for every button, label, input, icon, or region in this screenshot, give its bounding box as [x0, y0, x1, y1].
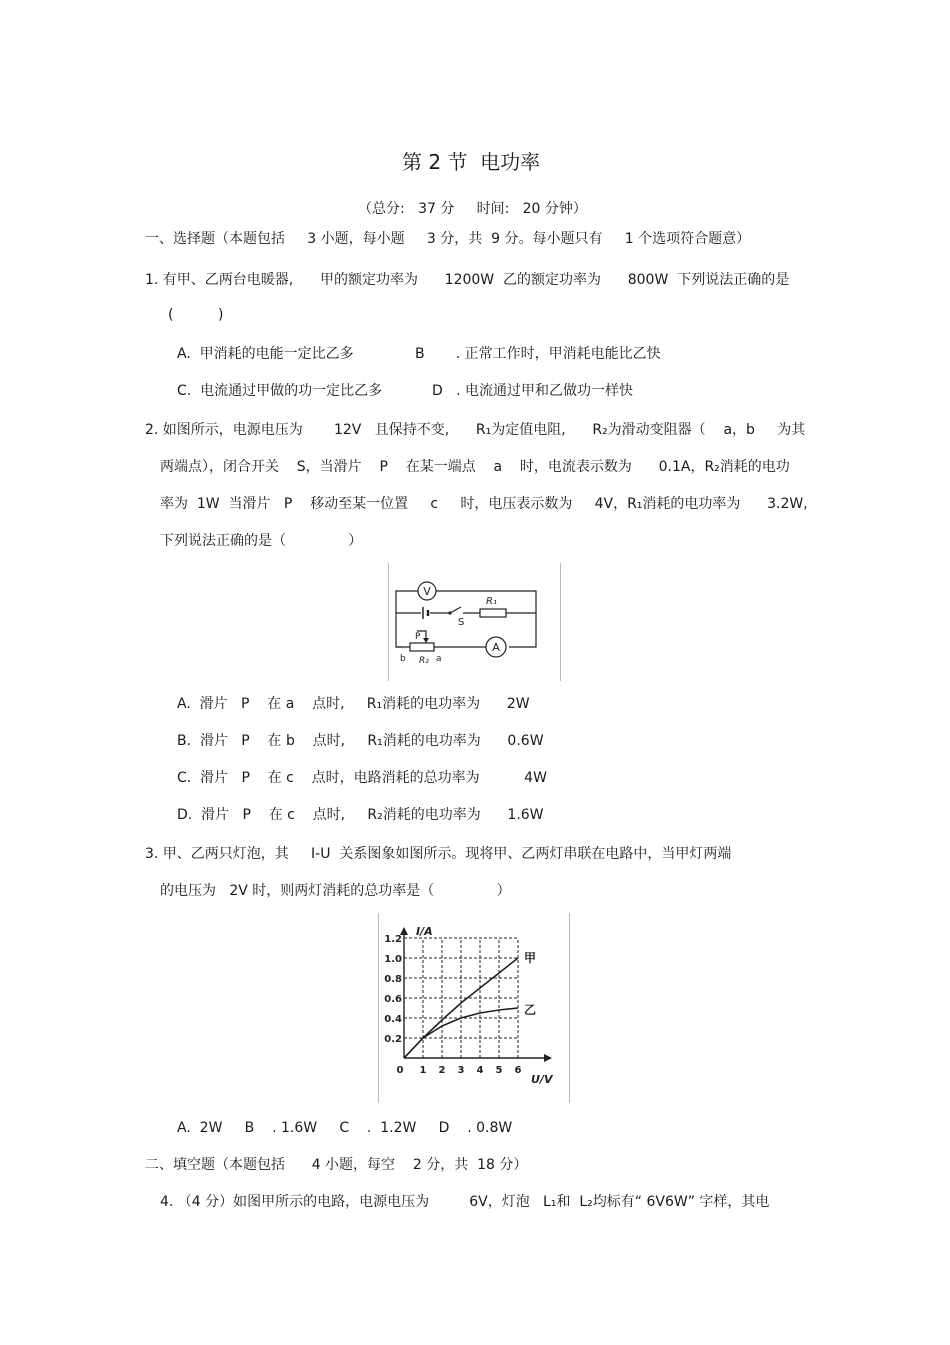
question-1-text: 1. 有甲、乙两台电暖器, 甲的额定功率为 1200W 乙的额定功率为 800W 下列说法正确的是	[145, 272, 790, 288]
question-2-line-2: 两端点），闭合开关 S，当滑片 P 在某一端点 a 时，电流表示数为 0.1A，R₂消耗的电功	[160, 459, 790, 475]
section-heading-choice: 一、选择题（本题包括 3 小题，每小题 3 分，共 9 分。每小题只有 1 个选项符合题意）	[145, 231, 751, 247]
x-tick-label: 6	[514, 1065, 522, 1076]
x-axis-label: U/V	[531, 1073, 553, 1086]
y-tick-label: 1.2	[384, 934, 402, 945]
question-2-line-3: 率为 1W 当滑片 P 移动至某一位置 c 时，电压表示数为 4V，R₁消耗的电功率为 3.2W,	[160, 496, 808, 512]
question-3-options: A. 2W B . 1.6W C . 1.2W D . 0.8W	[177, 1120, 513, 1136]
x-tick-label: 0	[396, 1065, 404, 1076]
question-3-line-2: 的电压为 2V 时，则两灯消耗的总功率是（ ）	[160, 883, 511, 899]
end-b-label: b	[400, 654, 406, 664]
x-tick-label: 1	[419, 1065, 427, 1076]
slider-label: P	[415, 632, 421, 642]
r2-label: R₂	[419, 656, 429, 666]
question-1-option-b: B . 正常工作时，甲消耗电能比乙快	[415, 346, 661, 362]
voltmeter-symbol: V	[423, 585, 431, 598]
switch-label: S	[458, 617, 465, 628]
y-tick-label: 0.4	[384, 1014, 402, 1025]
question-1-option-a: A. 甲消耗的电能一定比乙多	[177, 346, 354, 362]
question-2-line-4: 下列说法正确的是（ ）	[160, 533, 363, 549]
exam-info: （总分: 37 分 时间: 20 分钟）	[358, 201, 587, 217]
question-2-option-a: A. 滑片 P 在 a 点时, R₁消耗的电功率为 2W	[177, 696, 530, 712]
section-heading-fill: 二、填空题（本题包括 4 小题，每空 2 分，共 18 分）	[145, 1157, 528, 1173]
question-1-option-c: C. 电流通过甲做的功一定比乙多	[177, 383, 383, 399]
page-title: 第 2 节 电功率	[402, 150, 541, 174]
question-2-option-d: D. 滑片 P 在 c 点时, R₂消耗的电功率为 1.6W	[177, 807, 544, 823]
question-1-blank: ( )	[168, 307, 224, 323]
x-tick-label: 4	[476, 1065, 484, 1076]
y-tick-label: 1.0	[384, 954, 402, 965]
question-2-line-1: 2. 如图所示，电源电压为 12V 且保持不变, R₁为定值电阻, R₂为滑动变阻器（ a，b 为其	[145, 422, 806, 438]
series-label-1: 甲	[524, 951, 537, 965]
x-tick-label: 2	[438, 1065, 446, 1076]
question-1-option-d: D . 电流通过甲和乙做功一样快	[432, 383, 634, 399]
question-2-option-c: C. 滑片 P 在 c 点时，电路消耗的总功率为 4W	[177, 770, 547, 786]
r1-label: R₁	[486, 596, 497, 607]
circuit-diagram	[388, 563, 561, 681]
x-tick-label: 5	[495, 1065, 503, 1076]
y-axis-label: I/A	[416, 925, 433, 938]
y-tick-label: 0.2	[384, 1034, 402, 1045]
question-4-line-1: 4. （4 分）如图甲所示的电路，电源电压为 6V，灯泡 L₁和 L₂均标有“ 6V6W” 字样，其电	[160, 1194, 770, 1210]
ammeter-symbol: A	[492, 641, 500, 654]
x-axis-arrow	[544, 1054, 552, 1062]
question-3-line-1: 3. 甲、乙两只灯泡，其 I-U 关系图象如图所示。现将甲、乙两灯串联在电路中，当甲灯两端	[145, 846, 732, 862]
y-tick-label: 0.6	[384, 994, 402, 1005]
series-label-2: 乙	[524, 1003, 537, 1017]
question-2-option-b: B. 滑片 P 在 b 点时, R₁消耗的电功率为 0.6W	[177, 733, 544, 749]
end-a-label: a	[436, 654, 442, 664]
x-tick-label: 3	[457, 1065, 465, 1076]
y-tick-label: 0.8	[384, 974, 402, 985]
iu-chart	[378, 913, 570, 1103]
